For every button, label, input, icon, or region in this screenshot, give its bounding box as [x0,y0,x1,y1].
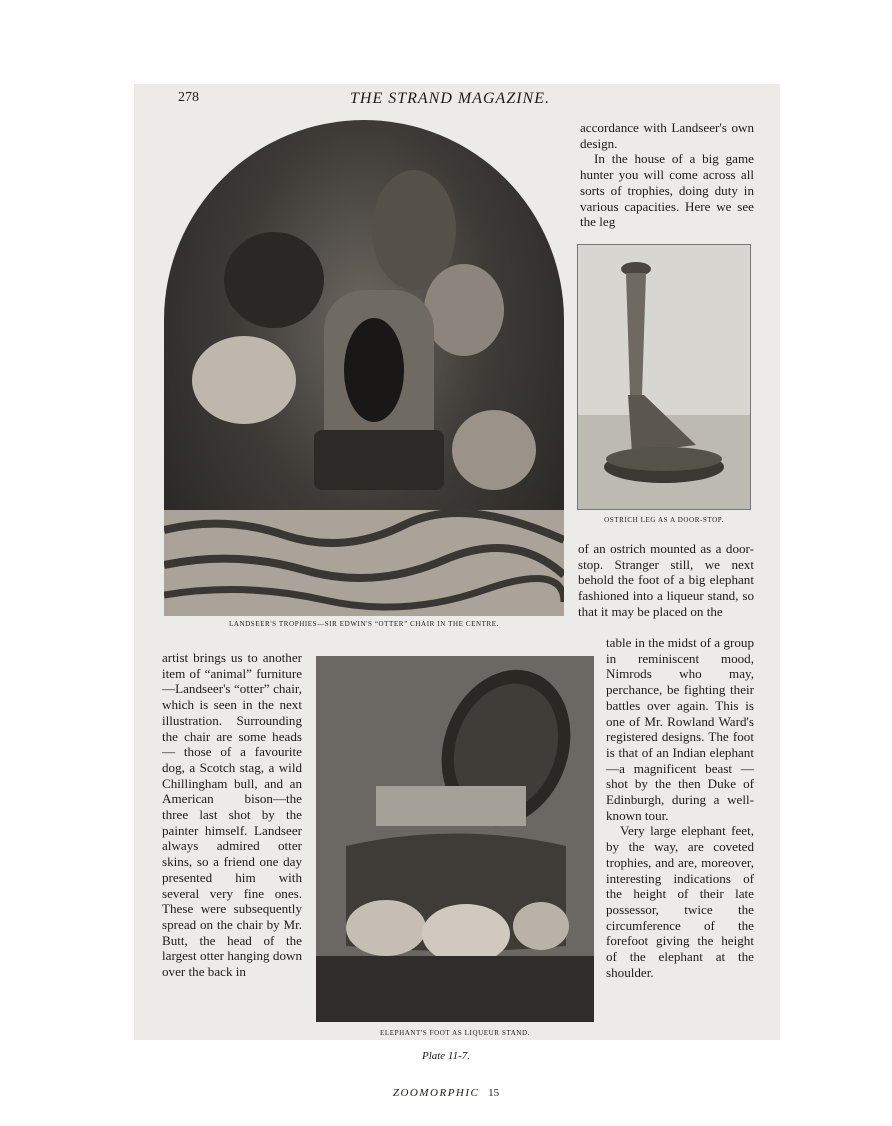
scanned-page [134,84,780,1040]
paragraph: accordance with Landseer's own design. [580,120,754,151]
right-column-top [580,120,754,230]
ostrich-leg-caption: OSTRICH LEG AS A DOOR-STOP. [604,516,724,524]
elephant-foot-photo [316,656,594,1022]
paragraph: table in the midst of a group in reminiscent mood, Nimrods who may, perchance, be fighting their battles over again. This is one of Mr. Rowland Ward's registered designs. The foot is that of an Indian elephant—a magnificent beast — shot by the then Duke of Edinburgh, during a well-known tour. [606,635,754,823]
plate-label: Plate 11-7. [421,1050,471,1062]
footer-page-number: 15 [488,1087,500,1099]
paragraph: Very large elephant feet, by the way, are coveted trophies, and are, moreover, interesting indications of the height of their late possessor, twice the circumference of the forefoot giving the height of the elephant at the shoulder. [606,823,754,980]
running-head: THE STRAND MAGAZINE. [350,90,550,107]
left-column-bottom [162,650,302,980]
trophies-photo [164,120,564,616]
right-column-middle [578,541,754,620]
ostrich-leg-illustration [578,245,750,509]
elephant-foot-caption: ELEPHANT'S FOOT AS LIQUEUR STAND. [379,1029,531,1037]
paragraph: of an ostrich mounted as a door-stop. Stranger still, we next behold the foot of a big elephant fashioned into a liqueur stand, so that it may be placed on the [578,541,754,619]
trophies-caption: LANDSEER'S TROPHIES—SIR EDWIN'S “OTTER” CHAIR IN THE CENTRE. [228,620,500,628]
ostrich-leg-photo [577,244,751,510]
paragraph: In the house of a big game hunter you will come across all sorts of trophies, doing duty in various capacities. Here we see the leg [580,151,754,230]
right-column-bottom [606,635,754,980]
elephant-foot-illustration [316,656,594,1022]
footer-title: ZOOMORPHIC [392,1087,480,1099]
paragraph: artist brings us to another item of “animal” furniture—Landseer's “otter” chair, which is seen in the next illustration. Surrounding the chair are some heads — those of a favourite dog, a Scotch stag, a wild Chillingham bull, and an American bison—the three last shot by the painter himself. Landseer always admired otter skins, so a friend one day presented him with several very fine ones. These were subsequently spread on the chair by Mr. Butt, the head of the largest otter hanging down over the back in [162,650,302,980]
page-footer [0,1087,892,1099]
trophies-illustration [164,120,564,616]
page-number: 278 [178,90,199,105]
